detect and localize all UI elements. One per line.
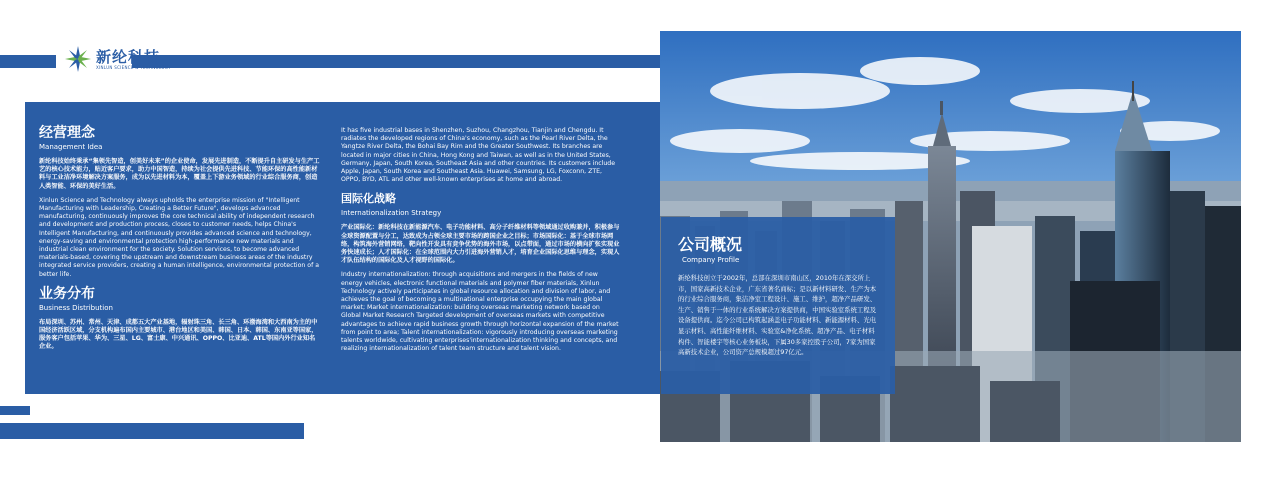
company-profile-box [661,217,895,394]
management-body-cn: 新纶科技始终秉承“集领先智造，创美好未来”的企业使命，发展先进制造，不断提升自主研发与生产工艺的核心技术能力，贴近客户要求，助力中国智造，持续为社会提供先进科技、节能环保的高性能新材料与工业洁净环境解决方案服务，成为以先进材料为本，覆盖上下游业务领域的行业综合服务商，创造人类智能、环保的美好生活。 [39,158,320,190]
company-title: 公司概况 [678,235,743,254]
strategy-body-cn: 产业国际化：新纶科技在新能源汽车、电子功能材料、高分子纤维材料等领域通过收购兼并，积极参与全球资源配置与分工，达致成为占领全球主要市场的跨国企业之目标；市场国际化：基于全球市场网络，构筑海外营销网络，靶向性开发具有竞争优势的海外市场，以点带面，通过市场的横向扩张实现业务快速成长；人才国际化：在全球范围内大力引进海外营销人才，培育企业国际化思维与理念，实现人才队伍结构的国际化及人才视野的国际化。 [341,224,620,265]
top-left-bar [0,55,56,68]
strategy-title: 国际化战略 [341,192,396,206]
logo-name-cn: 新纶科技 [96,47,161,66]
management-subtitle: Management Idea [39,143,103,151]
company-subtitle: Company Profile [682,256,740,264]
distribution-subtitle: Business Distribution [39,303,113,312]
distribution-title: 业务分布 [39,285,95,302]
middle-column [341,127,621,359]
logo-name-en: XINLUN SCIENCE & TECHNOLOGY [96,64,171,70]
management-body-en: Xinlun Science and Technology always upholds the enterprise mission of "Intelligent Manufacturing with Leadership, Creating a Better Future", develops advanced manufacturing, continuously improves the core technical ability of independent research and development and production process, closes to customer needs, helps China's Intelligent Manufacturing, and continuously provides advanced science and technology, energy-saving and environmental protection high-performance new materials and industrial clean environment for the society. Solution services, to become advanced materials-based, covering the upstream and downstream business areas of the industry integrated service providers, creating a human intelligence, environmental protection of a better life. [39,196,320,278]
bottom-short-bar [0,406,30,415]
bases-body-en: It has five industrial bases in Shenzhen, Suzhou, Changzhou, Tianjin and Chengdu. It radiates the developed regions of China's economy, such as the Pearl River Delta, the Yangtze River Delta, the Bohai Bay Rim and the Greater Southwest. Its branches are located in major cities in China, Hong Kong and Taiwan, as well as in the United States, Germany, Japan, South Korea, Southeast Asia and other countries. Its customers include Apple, Japan, South Korea and Southeast Asia. Huawei, Samsung, LG, Foxconn, ZTE, OPPO, BYD, ATL and other well-known enterprises at home and abroad. [341,127,616,184]
company-body-cn: 新纶科技创立于2002年，总部在深圳市南山区，2010年在深交所上市，国家高新技术企业，广东省著名商标；是以新材料研发、生产为本的行业综合服务商，集洁净室工程设计、施工、维护，超净产品研发、生产、销售于一体的行业系统解决方案提供商，中国实验室系统工程及设备提供商。迄今公司已构筑起涵盖电子功能材料、新能源材料、光电显示材料、高性能纤维材料、实验室&净化系统、超净产品、电子材料构件、智能楼宇等核心业务板块，下属30多家控股子公司，7家为国家高新技术企业，公司资产总规模超过97亿元。 [678,274,877,357]
left-column [39,124,320,358]
strategy-body-en: Industry internationalization: through acquisitions and mergers in the fields of new energy vehicles, electronic functional materials and polymer fiber materials, Xinlun Technology actively participates in global resource allocation and division of labor, and achieves the goal of becoming a multinational enterprise occupying the main global market; Market internationalization: building overseas marketing network based on Global Market Research Targeted development of overseas markets with competitive advantages to achieve rapid business growth through horizontal expansion of the market from point to area; Talent internationalization: vigorously introducing overseas marketing talents worldwide, cultivating enterprises'internationalization thinking and concepts, and realizing internationalization of talent team structure and talent vision. [341,271,619,353]
logo [64,45,171,73]
starburst-logo-icon [64,45,92,73]
management-title: 经营理念 [39,125,95,141]
strategy-subtitle: Internationalization Strategy [341,209,442,218]
bottom-long-bar [0,423,304,439]
distribution-body-cn: 布局深圳、苏州、常州、天津、成都五大产业基地，辐射珠三角、长三角、环渤海湾和大西南为主的中国经济活跃区域，分支机构遍布国内主要城市、港台地区和美国、韩国、日本、韩国、东南亚等国家，服务客户包括苹果、华为、三星、LG、富士康、中兴通讯、OPPO、比亚迪、ATL等国内外行业知名企业。 [39,318,318,351]
